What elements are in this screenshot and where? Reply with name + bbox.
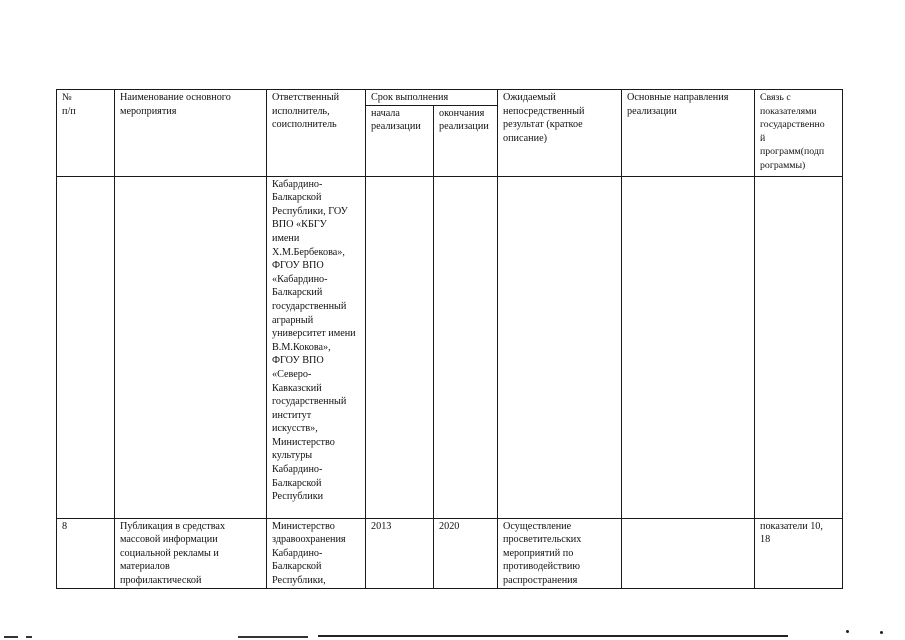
cell-directions [622,176,755,518]
header-result: Ожидаемый непосредственный результат (краткое описание) [498,90,622,177]
cell-responsible: Кабардино- Балкарской Республики, ГОУ ВПО «КБГУ имени Х.М.Бербекова», ФГОУ ВПО «Кабардино- Балкарский государственный аграрный университет имени В.М.Кокова», ФГОУ ВПО «Северо- Кавказский государственный институт искусств», Министерство культуры Кабардино- Балкарской Республики [267,176,366,518]
table-row [57,518,843,588]
cell-end: 2020 [434,518,498,588]
header-term-start: начала реализации [366,105,434,176]
header-term: Срок выполнения [366,90,498,106]
cell-result [498,176,622,518]
scan-artifact-dot [846,630,849,633]
cell-name [115,176,267,518]
program-activities-table [56,89,843,589]
cell-link [755,176,843,518]
header-term-end: окончания реализации [434,105,498,176]
cell-link: показатели 10, 18 [755,518,843,588]
cell-num: 8 [57,518,115,588]
cell-end [434,176,498,518]
scan-artifact-line [318,635,788,637]
cell-start [366,176,434,518]
header-num: № п/п [57,90,115,177]
table-row [57,176,843,518]
cell-num [57,176,115,518]
scan-artifact-mark [238,636,308,638]
table-header-row [57,90,843,106]
cell-directions [622,518,755,588]
header-responsible: Ответственный исполнитель, соисполнитель [267,90,366,177]
header-directions: Основные направления реализации [622,90,755,177]
cell-responsible: Министерство здравоохранения Кабардино- Балкарской Республики, [267,518,366,588]
header-name: Наименование основного мероприятия [115,90,267,177]
header-link: Связь с показателями государственно й программ(подп рограммы) [755,90,843,177]
cell-result: Осуществление просветительских мероприятий по противодействию распространения [498,518,622,588]
scan-artifact-dot [880,631,883,634]
scan-artifact-mark [4,636,18,638]
scan-artifact-mark [26,636,32,638]
cell-name: Публикация в средствах массовой информации социальной рекламы и материалов профилактической [115,518,267,588]
cell-start: 2013 [366,518,434,588]
